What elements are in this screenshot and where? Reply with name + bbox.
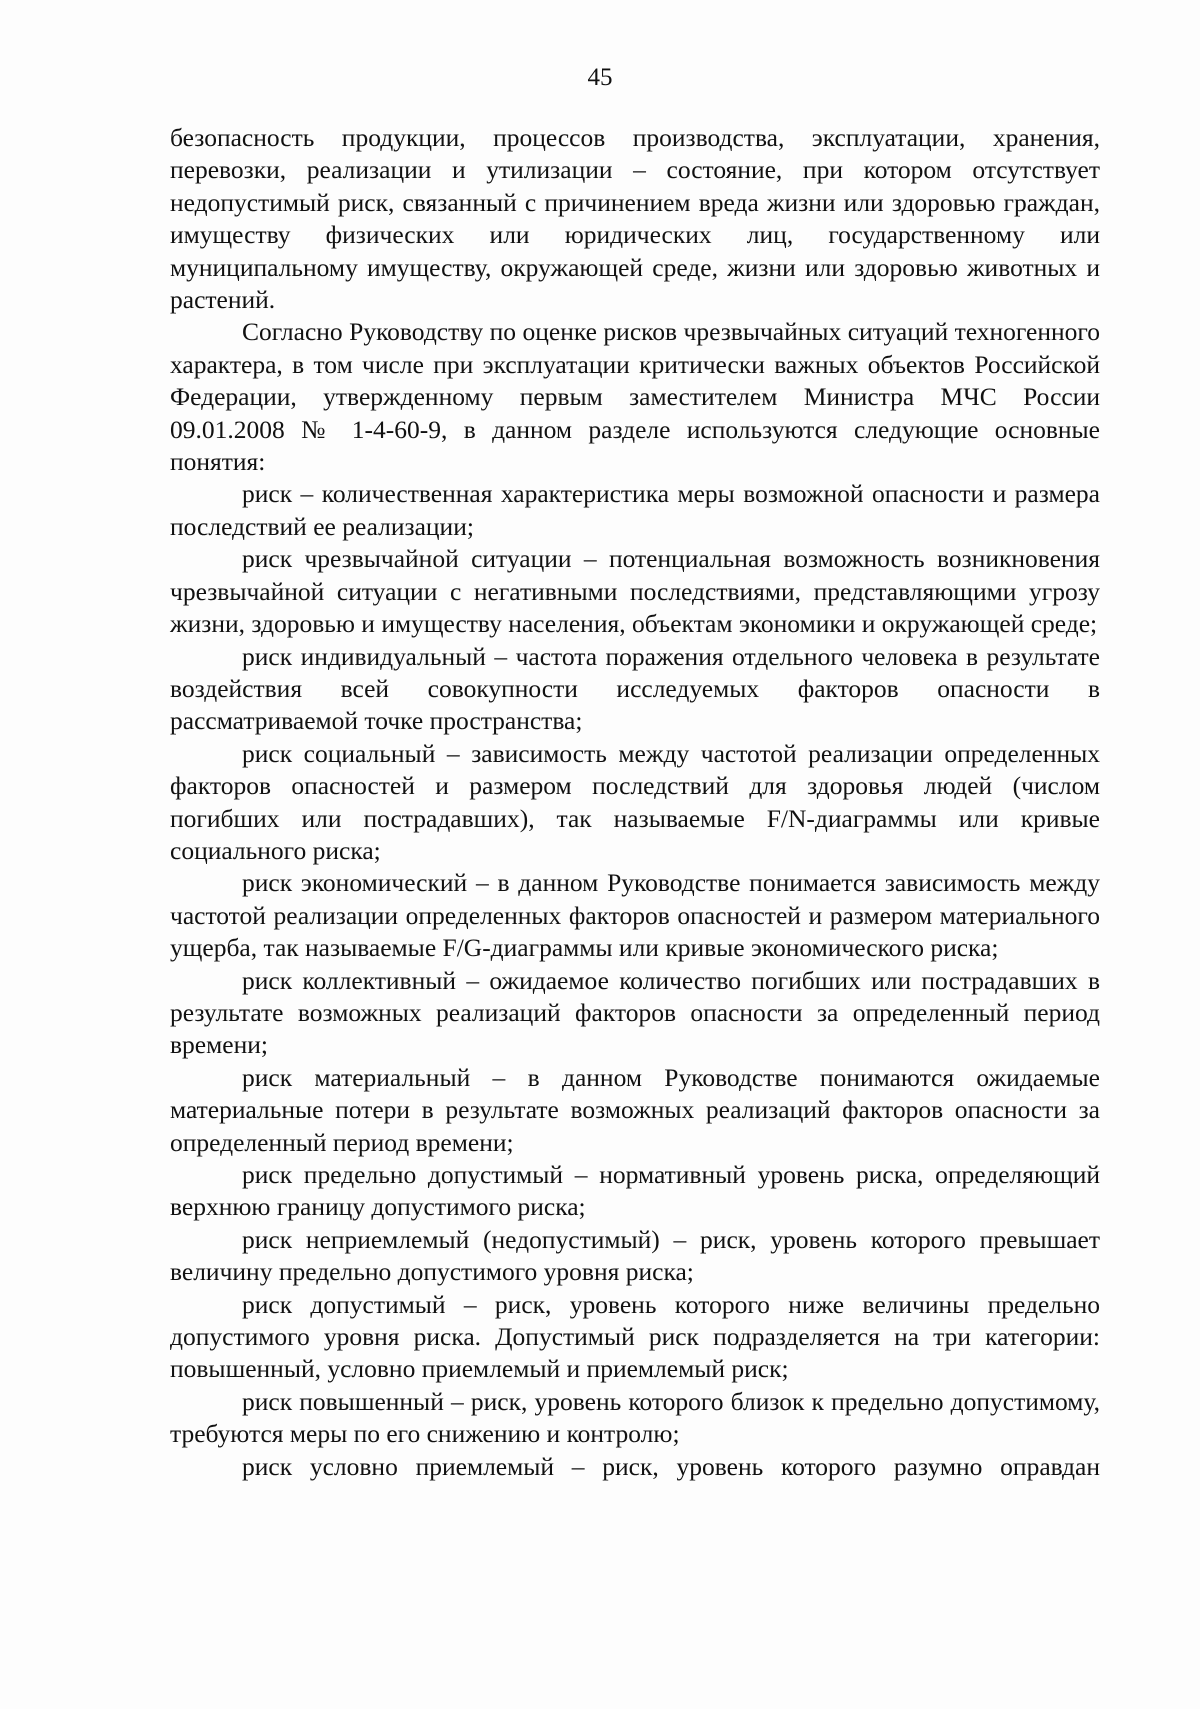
paragraph-risk-definition: риск – количественная характеристика меры возможной опасности и размера последствий ее реализации;	[170, 479, 1100, 541]
paragraph-economic-risk: риск экономический – в данном Руководстве понимается зависимость между частотой реализации определенных факторов опасностей и размером материального ущерба, так называемые F/G-диаграммы или кривые экономического риска;	[170, 868, 1100, 963]
paragraph-emergency-risk: риск чрезвычайной ситуации – потенциальная возможность возникновения чрезвычайной ситуации с негативными последствиями, представляющими угрозу жизни, здоровью и имуществу населения, объектам экономики и окружающей среде;	[170, 544, 1100, 639]
paragraph-max-permissible-risk: риск предельно допустимый – нормативный уровень риска, определяющий верхнюю границу допустимого риска;	[170, 1160, 1100, 1222]
paragraph-individual-risk: риск индивидуальный – частота поражения отдельного человека в результате воздействия всей совокупности исследуемых факторов опасности в рассматриваемой точке пространства;	[170, 641, 1100, 736]
paragraph-acceptable-risk: риск допустимый – риск, уровень которого ниже величины предельно допустимого уровня риска. Допустимый риск подразделяется на три категории: повышенный, условно приемлемый и приемлемый риск;	[170, 1289, 1100, 1384]
paragraph-guidance-intro: Согласно Руководству по оценке рисков чрезвычайных ситуаций техногенного характера, в том числе при эксплуатации критически важных объектов Российской Федерации, утвержденному первым заместителем Министра МЧС России 09.01.2008 № 1-4-60-9, в данном разделе используются следующие основные понятия:	[170, 317, 1100, 477]
page-number: 45	[587, 64, 613, 91]
paragraph-elevated-risk: риск повышенный – риск, уровень которого близок к предельно допустимому, требуются меры по его снижению и контролю;	[170, 1386, 1100, 1449]
paragraph-collective-risk: риск коллективный – ожидаемое количество погибших или пострадавших в результате возможных реализаций факторов опасности за определенный период времени;	[170, 965, 1100, 1060]
paragraph-product-safety: безопасность продукции, процессов производства, эксплуатации, хранения, перевозки, реализации и утилизации – состояние, при котором отсутствует недопустимый риск, связанный с причинением вреда жизни или здоровью граждан, имуществу физических или юридических лиц, государственному или муниципальному имуществу, окружающей среде, жизни или здоровью животных и растений.	[170, 123, 1100, 315]
document-body	[170, 122, 1100, 1483]
paragraph-conditionally-acceptable-risk: риск условно приемлемый – риск, уровень которого разумно оправдан	[242, 1451, 1100, 1481]
paragraph-social-risk: риск социальный – зависимость между частотой реализации определенных факторов опасностей и размером последствий для здоровья людей (числом погибших или пострадавших), так называемые F/N-диаграммы или кривые социального риска;	[170, 738, 1100, 865]
paragraph-unacceptable-risk: риск неприемлемый (недопустимый) – риск, уровень которого превышает величину предельно допустимого уровня риска;	[170, 1224, 1100, 1287]
paragraph-material-risk: риск материальный – в данном Руководстве понимаются ожидаемые материальные потери в результате возможных реализаций факторов опасности за определенный период времени;	[170, 1062, 1100, 1157]
